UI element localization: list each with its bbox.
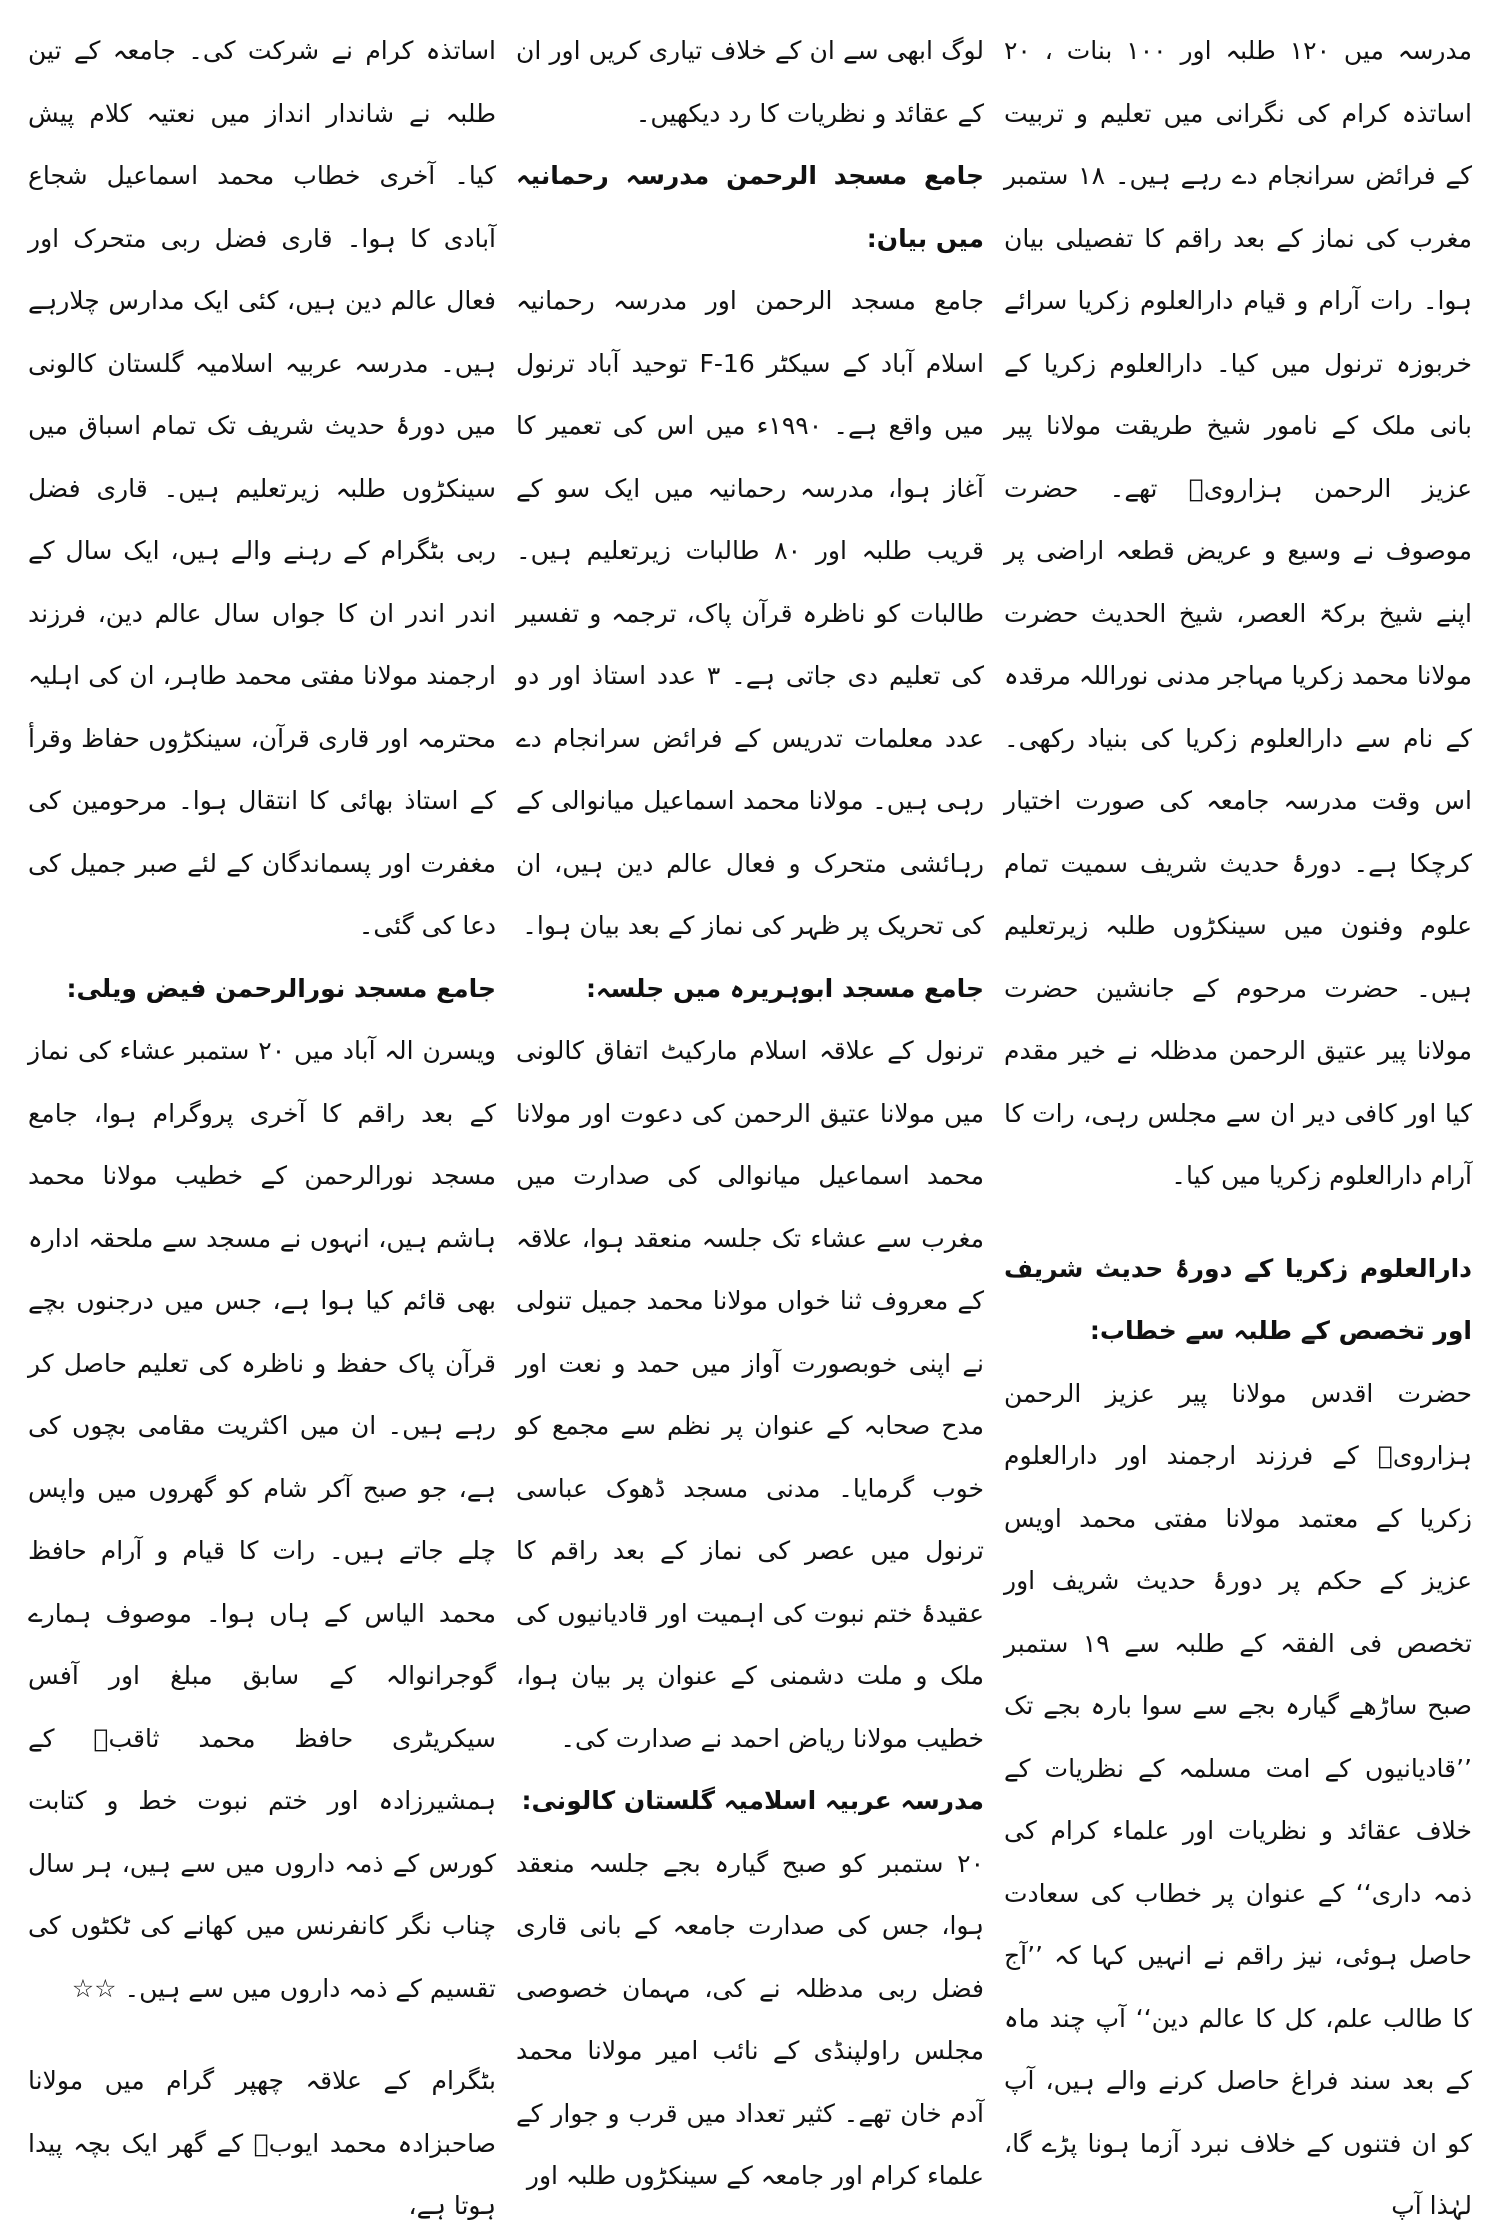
column-2-section-heading-1: جامع مسجد الرحمن مدرسہ رحمانیہ میں بیان: (516, 161, 984, 253)
text-column-3 (28, 20, 496, 2220)
column-2-section-heading-3: مدرسہ عربیہ اسلامیہ گلستان کالونی: (521, 1786, 984, 1815)
column-3-spacer (28, 2020, 496, 2050)
text-column-1 (1004, 20, 1473, 2220)
column-3-paragraph-2: ویسرن الہ آباد میں ۲۰ ستمبر عشاء کی نماز کے بعد راقم کا آخری پروگرام ہوا، جامع مسجد نورالرحمن کے خطیب مولانا محمد ہاشم ہیں، انہوں نے مسجد سے ملحقہ ادارہ بھی قائم کیا ہوا ہے، جس میں درجنوں بچے قرآن پاک حفظ و ناظرہ کی تعلیم حاصل کر رہے ہیں۔ ان میں اکثریت مقامی بچوں کی ہے، جو صبح آکر شام کو گھروں میں واپس چلے جاتے ہیں۔ رات کا قیام و آرام حافظ محمد الیاس کے ہاں ہوا۔ موصوف ہمارے گوجرانوالہ کے سابق مبلغ اور آفس سیکریٹری حافظ محمد ثاقبؒ کے ہمشیرزادہ اور ختم نبوت خط و کتابت کورس کے ذمہ داروں میں سے ہیں، ہر سال چناب نگر کانفرنس میں کھانے کی ٹکٹوں کی تقسیم کے ذمہ داروں میں سے ہیں۔ ☆☆ (28, 1036, 496, 2003)
column-1-paragraph-2: حضرت اقدس مولانا پیر عزیز الرحمن ہزارویؒ کے فرزند ارجمند اور دارالعلوم زکریا کے معتمد مولانا مفتی محمد اویس عزیز کے حکم پر دورۂ حدیث شریف اور تخصص فی الفقہ کے طلبہ سے ۱۹ ستمبر صبح ساڑھے گیارہ بجے سے سوا بارہ بجے تک ’’قادیانیوں کے امت مسلمہ کے نظریات کے خلاف عقائد و نظریات اور علماء کرام کی ذمہ داری‘‘ کے عنوان پر خطاب کی سعادت حاصل ہوئی، نیز راقم نے انہیں کہا کہ ’’آج کا طالب علم، کل کا عالم دین‘‘ آپ چند ماہ کے بعد سند فراغ حاصل کرنے والے ہیں، آپ کو ان فتنوں کے خلاف نبرد آزما ہونا پڑے گا، لہٰذا آپ (1004, 1378, 1473, 2220)
column-3-section-heading: جامع مسجد نورالرحمن فیض ویلی: (66, 973, 496, 1003)
column-3-paragraph-3: بٹگرام کے علاقہ چھپر گرام میں مولانا صاحبزادہ محمد ایوبؒ کے گھر ایک بچہ پیدا ہوتا ہے، (28, 2066, 496, 2220)
column-1-spacer (1004, 1208, 1472, 1238)
text-column-2 (516, 20, 984, 2195)
column-2-paragraph-4: ۲۰ ستمبر کو صبح گیارہ بجے جلسہ منعقد ہوا، جس کی صدارت جامعہ کے بانی قاری فضل ربی مدظلہ نے کی، مہمان خصوصی مجلس راولپنڈی کے نائب امیر مولانا محمد آدم خان تھے۔ کثیر تعداد میں قرب و جوار کے علماء کرام اور جامعہ کے سینکڑوں طلبہ اور (516, 1848, 984, 2190)
column-1-paragraph-1: مدرسہ میں ۱۲۰ طلبہ اور ۱۰۰ بنات ، ۲۰ اساتذہ کرام کی نگرانی میں تعلیم و تربیت کے فرائض سرانجام دے رہے ہیں۔ ۱۸ ستمبر مغرب کی نماز کے بعد راقم کا تفصیلی بیان ہوا۔ رات آرام و قیام دارالعلوم زکریا سرائے خربوزہ ترنول میں کیا۔ دارالعلوم زکریا کے بانی ملک کے نامور شیخ طریقت مولانا پیر عزیز الرحمن ہزارویؒ تھے۔ حضرت موصوف نے وسیع و عریض قطعہ اراضی پر اپنے شیخ برکۃ العصر، شیخ الحدیث حضرت مولانا محمد زکریا مہاجر مدنی نوراللہ مرقدہ کے نام سے دارالعلوم زکریا کی بنیاد رکھی۔ اس وقت مدرسہ جامعہ کی صورت اختیار کرچکا ہے۔ دورۂ حدیث شریف سمیت تمام علوم وفنون میں سینکڑوں طلبہ زیرتعلیم ہیں۔ حضرت مرحوم کے جانشین حضرت مولانا پیر عتیق الرحمن مدظلہ نے خیر مقدم کیا اور کافی دیر ان سے مجلس رہی، رات کا آرام دارالعلوم زکریا میں کیا۔ (1004, 36, 1472, 1190)
column-2-section-heading-2: جامع مسجد ابوہریرہ میں جلسہ: (585, 973, 984, 1003)
column-1-section-heading: دارالعلوم زکریا کے دورۂ حدیث شریف اور تخصص کے طلبہ سے خطاب: (1004, 1253, 1472, 1345)
column-2-paragraph-2: جامع مسجد الرحمن اور مدرسہ رحمانیہ اسلام آباد کے سیکٹر F-16 توحید آباد ترنول میں واقع ہے۔ ۱۹۹۰ء میں اس کی تعمیر کا آغاز ہوا، مدرسہ رحمانیہ میں ایک سو کے قریب طلبہ اور ۸۰ طالبات زیرتعلیم ہیں۔ طالبات کو ناظرہ قرآن پاک، ترجمہ و تفسیر کی تعلیم دی جاتی ہے۔ ۳ عدد استاذ اور دو عدد معلمات تدریس کے فرائض سرانجام دے رہی ہیں۔ مولانا محمد اسماعیل میانوالی کے رہائشی متحرک و فعال عالم دین ہیں، ان کی تحریک پر ظہر کی نماز کے بعد بیان ہوا۔ (516, 286, 984, 940)
column-2-paragraph-1: لوگ ابھی سے ان کے خلاف تیاری کریں اور ان کے عقائد و نظریات کا رد دیکھیں۔ (516, 36, 984, 128)
column-3-paragraph-1: اساتذہ کرام نے شرکت کی۔ جامعہ کے تین طلبہ نے شاندار انداز میں نعتیہ کلام پیش کیا۔ آخری خطاب محمد اسماعیل شجاع آبادی کا ہوا۔ قاری فضل ربی متحرک اور فعال عالم دین ہیں، کئی ایک مدارس چلارہے ہیں۔ مدرسہ عربیہ اسلامیہ گلستان کالونی میں دورۂ حدیث شریف تک تمام اسباق میں سینکڑوں طلبہ زیرتعلیم ہیں۔ قاری فضل ربی بٹگرام کے رہنے والے ہیں، ایک سال کے اندر اندر ان کا جواں سال عالم دین، فرزند ارجمند مولانا مفتی محمد طاہر، ان کی اہلیہ محترمہ اور قاری قرآن، سینکڑوں حفاظ وقرأ کے استاذ بھائی کا انتقال ہوا۔ مرحومین کی مغفرت اور پسماندگان کے لئے صبر جمیل کی دعا کی گئی۔ (28, 36, 496, 940)
column-2-paragraph-3: ترنول کے علاقہ اسلام مارکیٹ اتفاق کالونی میں مولانا عتیق الرحمن کی دعوت اور مولانا محمد اسماعیل میانوالی کی صدارت میں مغرب سے عشاء تک جلسہ منعقد ہوا، علاقہ کے معروف ثنا خواں مولانا محمد جمیل تنولی نے اپنی خوبصورت آواز میں حمد و نعت اور مدح صحابہ کے عنوان پر نظم سے مجمع کو خوب گرمایا۔ مدنی مسجد ڈھوک عباسی ترنول میں عصر کی نماز کے بعد راقم کا عقیدۂ ختم نبوت کی اہمیت اور قادیانیوں کی ملک و ملت دشمنی کے عنوان پر بیان ہوا، خطیب مولانا ریاض احمد نے صدارت کی۔ (516, 1036, 984, 1753)
